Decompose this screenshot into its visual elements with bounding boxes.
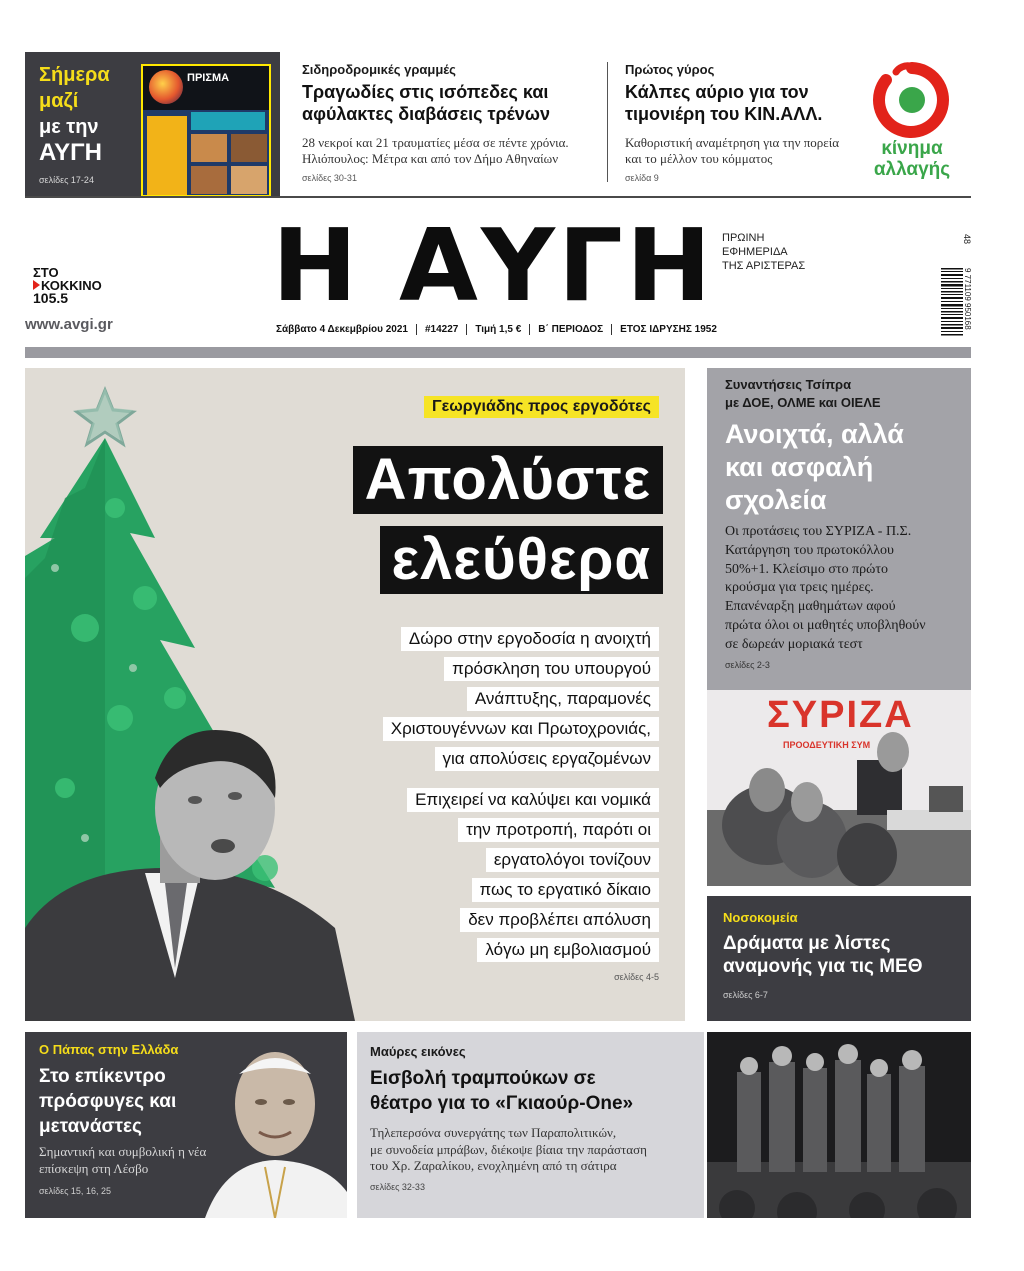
news-kinal[interactable] <box>625 62 855 183</box>
pope-kicker: Ο Πάπας στην Ελλάδα <box>39 1042 179 1057</box>
barcode-number: 9 771109 950168 <box>963 268 972 330</box>
main-line: Χριστουγέννων και Πρωτοχρονιάς, <box>383 717 659 741</box>
theatre-story[interactable] <box>357 1032 704 1218</box>
main-line: την προτροπή, παρότι οι <box>458 818 659 842</box>
kinal-emblem-icon <box>862 62 962 138</box>
schools-pages: σελίδες 2-3 <box>725 660 770 670</box>
kinal-logo <box>862 62 962 187</box>
masthead-title: Η ΑΥΓΗ <box>272 207 715 324</box>
website-link[interactable]: www.avgi.gr <box>25 316 113 333</box>
main-pages: σελίδες 4-5 <box>614 972 659 982</box>
hospitals-headline: Δράματα με λίστες αναμονής για τις ΜΕΘ <box>723 933 923 977</box>
issue-info-bar <box>276 324 725 335</box>
news-kinal-kicker: Πρώτος γύρος <box>625 62 715 77</box>
theatre-kicker: Μαύρες εικόνες <box>370 1044 466 1059</box>
pope-headline: Στο επίκεντρο πρόσφυγες και μετανάστες <box>39 1066 177 1137</box>
news-railways[interactable] <box>302 62 592 183</box>
main-line: πως το εργατικό δίκαιο <box>472 878 659 902</box>
main-line: δεν προβλέπει απόλυση <box>460 908 659 932</box>
promo-line3: με την <box>39 116 99 138</box>
news-kinal-pages: σελίδα 9 <box>625 173 659 183</box>
radio-logo[interactable]: ΣΤΟ ΚΟΚΚΙΝΟ 105.5 <box>33 265 102 306</box>
pope-pages: σελίδες 15, 16, 25 <box>39 1186 111 1196</box>
syriza-meeting-photo <box>707 690 971 886</box>
schools-body: Οι προτάσεις του ΣΥΡΙΖΑ - Π.Σ. Κατάργηση του πρωτοκόλλου 50%+1. Κλείσιμο στο πρώτο κρούσμα για τρεις ημέρες. Επανέναρξη μαθημάτων αφού πρώτα όλοι οι μαθητές υποβληθούν σε δωρεάν μοριακά τεστ <box>725 524 926 652</box>
syriza-banner: ΣΥΡΙΖΑ <box>767 694 914 736</box>
syriza-subbanner: ΠΡΟΟΔΕΥΤΙΚΗ ΣΥΜ <box>783 740 871 750</box>
main-headline-line2: ελεύθερα <box>380 526 663 594</box>
promo-pages: σελίδες 17-24 <box>39 175 94 185</box>
issue-price: Τιμή 1,5 € <box>467 324 530 335</box>
main-line: λόγω μη εμβολιασμού <box>477 938 659 962</box>
minister-photo <box>25 368 385 1021</box>
issue-number: #14227 <box>417 324 467 335</box>
play-triangle-icon <box>33 280 40 290</box>
promo-line1: Σήμερα <box>39 64 110 86</box>
schools-story[interactable] <box>707 368 971 690</box>
theatre-photo <box>707 1032 971 1218</box>
main-line: εργατολόγοι τονίζουν <box>486 848 659 872</box>
theatre-pages: σελίδες 32-33 <box>370 1182 425 1192</box>
main-kicker: Γεωργιάδης προς εργοδότες <box>424 396 659 418</box>
news-kinal-body: Καθοριστική αναμέτρηση για την πορεία και το μέλλον του κόμματος <box>625 135 840 166</box>
schools-kicker: Συναντήσεις Τσίπρα με ΔΟΕ, ΟΛΜΕ και ΟΙΕΛΕ <box>725 377 881 410</box>
column-divider <box>607 62 608 182</box>
issue-period: Β΄ ΠΕΡΙΟΔΟΣ <box>530 324 612 335</box>
main-line: για απολύσεις εργαζομένων <box>435 747 659 771</box>
main-line: Επιχειρεί να καλύψει και νομικά <box>407 788 659 812</box>
top-rule <box>25 196 971 198</box>
masthead-rule <box>25 347 971 358</box>
main-line: Ανάπτυξης, παραμονές <box>467 687 659 711</box>
magazine-cover[interactable] <box>141 64 271 197</box>
hospitals-pages: σελίδες 6-7 <box>723 990 768 1000</box>
kinal-line2: αλλαγής <box>873 159 951 180</box>
issue-founded: ΕΤΟΣ ΙΔΡΥΣΗΣ 1952 <box>620 324 717 335</box>
promo-line2: μαζί <box>39 90 79 112</box>
schools-headline: Ανοιχτά, αλλά και ασφαλή σχολεία <box>725 419 904 515</box>
hospitals-story[interactable] <box>707 896 971 1021</box>
barcode <box>939 228 973 340</box>
main-story[interactable] <box>25 368 685 1021</box>
magazine-name: ΠΡΙΣΜΑ <box>187 72 230 84</box>
kinal-line1: κίνημα <box>881 138 943 159</box>
main-line: Δώρο στην εργοδοσία η ανοιχτή <box>401 627 659 651</box>
hospitals-kicker: Νοσοκομεία <box>723 910 798 925</box>
barcode-addon: 48 <box>962 234 972 245</box>
news-railways-kicker: Σιδηροδρομικές γραμμές <box>302 62 456 77</box>
main-line: πρόσκληση του υπουργού <box>444 657 659 681</box>
promo-text <box>39 62 139 166</box>
news-railways-headline: Τραγωδίες στις ισόπεδες και αφύλακτες διαβάσεις τρένων <box>302 82 551 124</box>
promo-line4: ΑΥΓΗ <box>39 139 102 166</box>
planet-icon <box>149 70 183 104</box>
promo-box[interactable] <box>25 52 280 197</box>
news-kinal-headline: Κάλπες αύριο για τον τιμονιέρη του ΚΙΝ.ΑΛΛ. <box>625 82 823 124</box>
masthead-motto: ΠΡΩΙΝΗ ΕΦΗΜΕΡΙΔΑ ΤΗΣ ΑΡΙΣΤΕΡΑΣ <box>722 232 806 272</box>
news-railways-body: 28 νεκροί και 21 τραυματίες μέσα σε πέντε χρόνια. Ηλιόπουλος: Μέτρα και από τον Δήμο Αθηναίων <box>302 135 569 166</box>
pope-body: Σημαντική και συμβολική η νέα επίσκεψη στη Λέσβο <box>39 1144 207 1176</box>
theatre-headline: Εισβολή τραμπούκων σε θέατρο για το «Γκιαούρ-One» <box>370 1068 634 1114</box>
issue-date: Σάββατο 4 Δεκεμβρίου 2021 <box>276 324 417 335</box>
news-railways-pages: σελίδες 30-31 <box>302 173 357 183</box>
pope-story[interactable] <box>25 1032 347 1218</box>
main-headline-line1: Απολύστε <box>353 446 663 514</box>
theatre-body: Τηλεπερσόνα συνεργάτης των Παραπολιτικών, με συνοδεία μπράβων, διέκοψε βίαια την παράσταση του Χρ. Ζαραλίκου, ενοχλημένη από τη σάτιρα <box>370 1125 647 1173</box>
